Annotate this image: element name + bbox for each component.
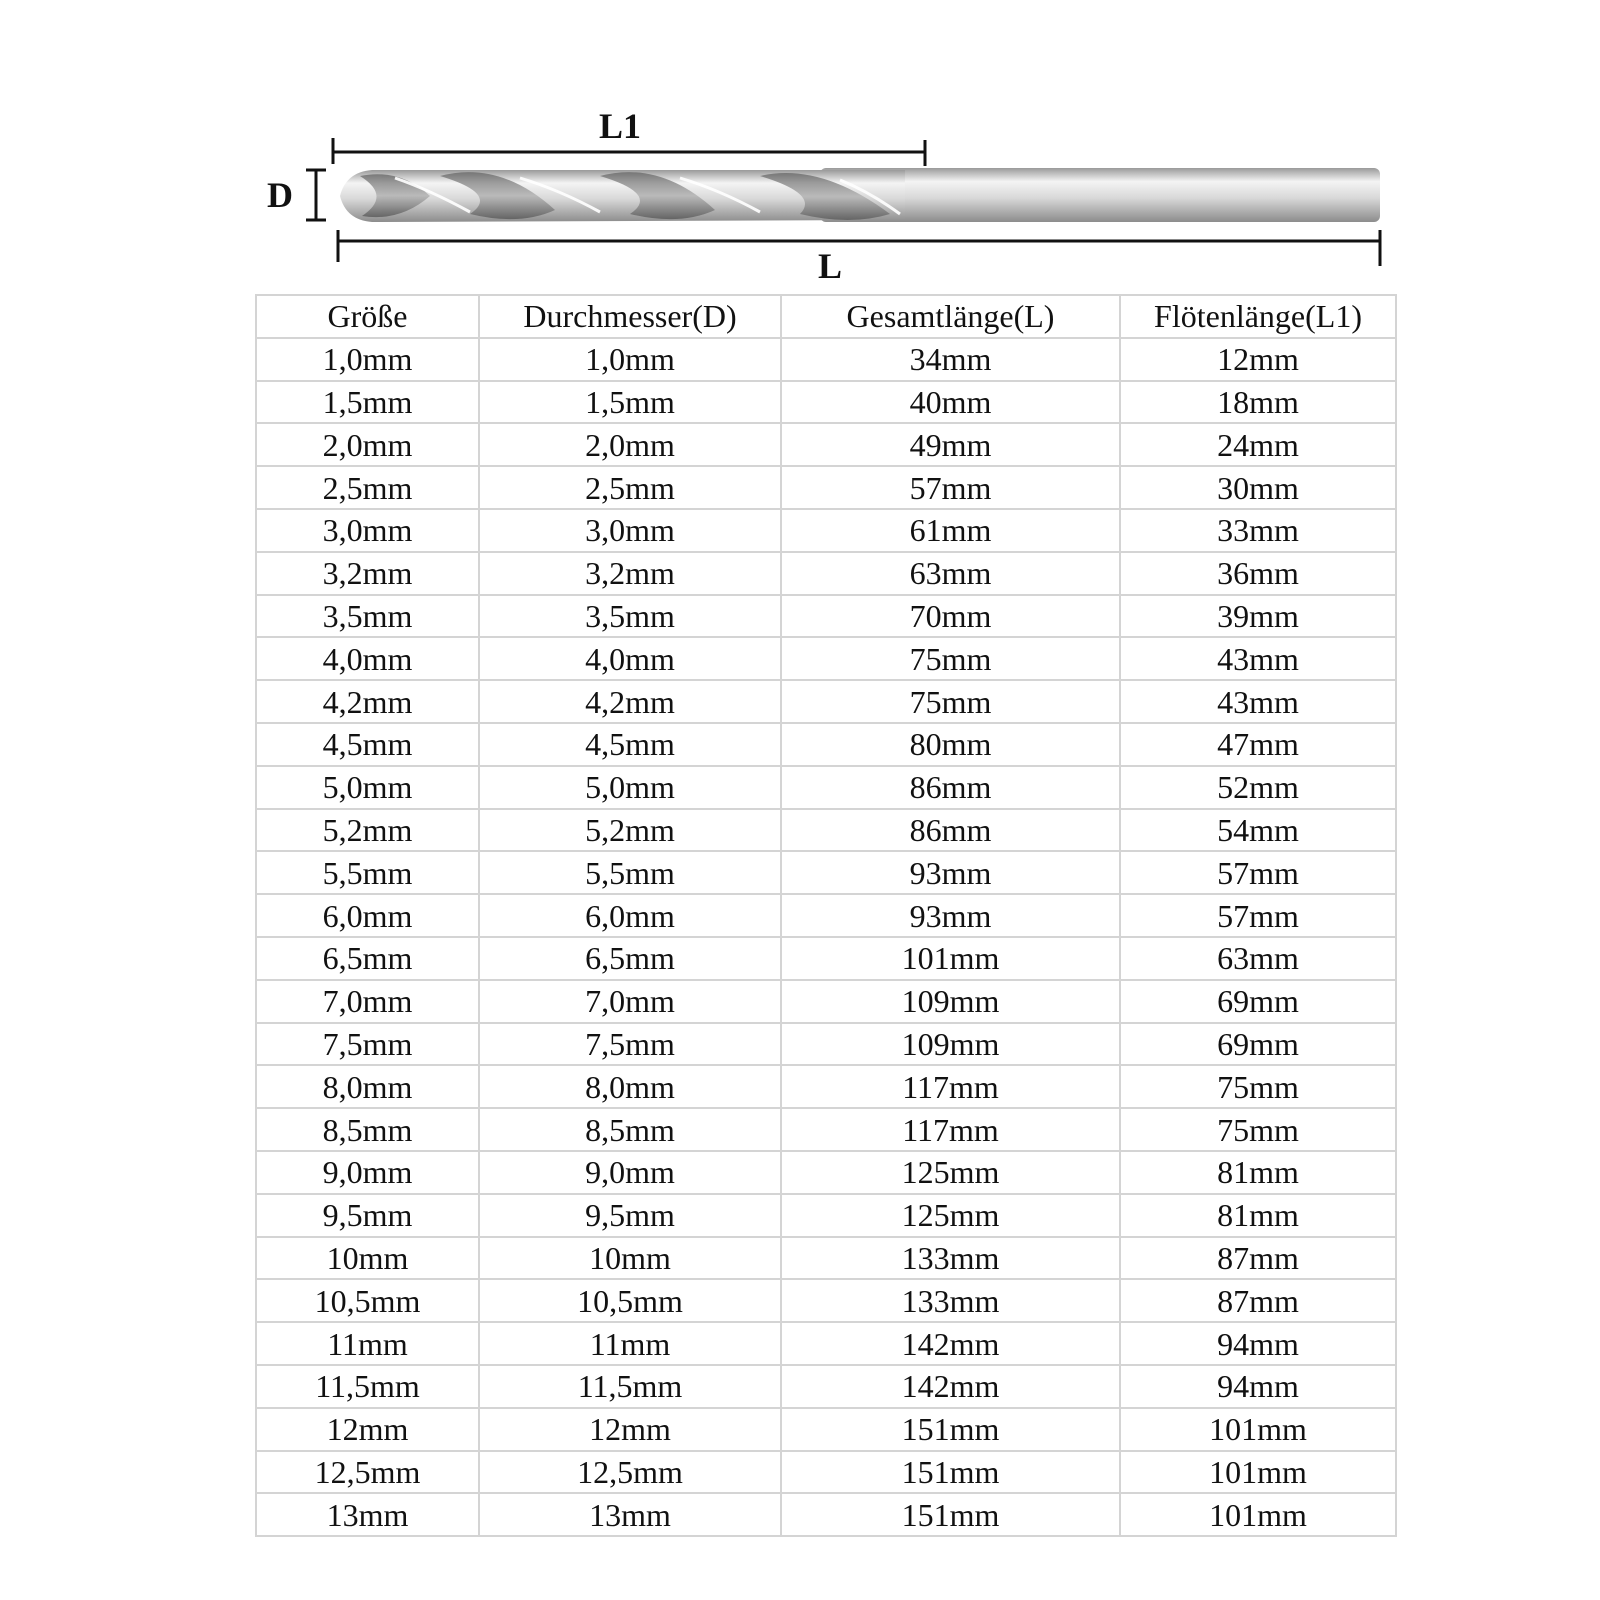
cell-total-length: 86mm [781, 809, 1120, 852]
drill-bit-diagram [0, 0, 1600, 290]
cell-total-length: 151mm [781, 1493, 1120, 1536]
cell-total-length: 63mm [781, 552, 1120, 595]
cell-size: 1,0mm [256, 338, 479, 381]
cell-diameter: 12mm [479, 1408, 781, 1451]
drill-bit [340, 168, 1380, 222]
cell-size: 7,0mm [256, 980, 479, 1023]
header-total-length: Gesamtlänge(L) [781, 295, 1120, 338]
table-row [256, 1365, 1396, 1408]
flute-length-label: L1 [598, 106, 642, 146]
cell-flute-length: 94mm [1120, 1322, 1396, 1365]
table-row [256, 1194, 1396, 1237]
cell-diameter: 4,0mm [479, 637, 781, 680]
cell-diameter: 8,0mm [479, 1065, 781, 1108]
cell-diameter: 10,5mm [479, 1279, 781, 1322]
cell-flute-length: 75mm [1120, 1065, 1396, 1108]
table-row [256, 509, 1396, 552]
cell-flute-length: 57mm [1120, 851, 1396, 894]
cell-size: 4,5mm [256, 723, 479, 766]
cell-size: 3,0mm [256, 509, 479, 552]
cell-total-length: 70mm [781, 595, 1120, 638]
cell-flute-length: 12mm [1120, 338, 1396, 381]
table-row [256, 937, 1396, 980]
cell-total-length: 75mm [781, 637, 1120, 680]
cell-total-length: 34mm [781, 338, 1120, 381]
table-header-row [256, 295, 1396, 338]
cell-flute-length: 81mm [1120, 1194, 1396, 1237]
cell-size: 1,5mm [256, 381, 479, 424]
cell-diameter: 6,0mm [479, 894, 781, 937]
table-row [256, 1279, 1396, 1322]
table-row [256, 680, 1396, 723]
cell-total-length: 117mm [781, 1065, 1120, 1108]
table-row [256, 809, 1396, 852]
table-row [256, 980, 1396, 1023]
cell-size: 4,0mm [256, 637, 479, 680]
diameter-dimension [306, 170, 326, 220]
cell-size: 10mm [256, 1237, 479, 1280]
cell-diameter: 5,5mm [479, 851, 781, 894]
cell-flute-length: 54mm [1120, 809, 1396, 852]
cell-total-length: 80mm [781, 723, 1120, 766]
cell-diameter: 5,2mm [479, 809, 781, 852]
cell-flute-length: 36mm [1120, 552, 1396, 595]
cell-diameter: 6,5mm [479, 937, 781, 980]
cell-flute-length: 63mm [1120, 937, 1396, 980]
cell-diameter: 12,5mm [479, 1451, 781, 1494]
cell-diameter: 2,0mm [479, 423, 781, 466]
cell-flute-length: 69mm [1120, 1023, 1396, 1066]
cell-size: 11,5mm [256, 1365, 479, 1408]
cell-diameter: 8,5mm [479, 1108, 781, 1151]
cell-size: 4,2mm [256, 680, 479, 723]
table-row [256, 1451, 1396, 1494]
table-row [256, 338, 1396, 381]
cell-diameter: 9,0mm [479, 1151, 781, 1194]
cell-total-length: 57mm [781, 466, 1120, 509]
table-row [256, 1065, 1396, 1108]
cell-flute-length: 101mm [1120, 1451, 1396, 1494]
cell-total-length: 49mm [781, 423, 1120, 466]
cell-flute-length: 52mm [1120, 766, 1396, 809]
cell-size: 2,0mm [256, 423, 479, 466]
cell-flute-length: 39mm [1120, 595, 1396, 638]
cell-total-length: 151mm [781, 1451, 1120, 1494]
drill-size-table [255, 294, 1397, 1537]
cell-diameter: 2,5mm [479, 466, 781, 509]
cell-total-length: 93mm [781, 894, 1120, 937]
cell-flute-length: 24mm [1120, 423, 1396, 466]
cell-diameter: 4,2mm [479, 680, 781, 723]
table-row [256, 1108, 1396, 1151]
table-row [256, 423, 1396, 466]
diameter-label: D [267, 175, 293, 215]
table-row [256, 894, 1396, 937]
table-row [256, 851, 1396, 894]
cell-total-length: 117mm [781, 1108, 1120, 1151]
cell-size: 3,2mm [256, 552, 479, 595]
header-flute-length: Flötenlänge(L1) [1120, 295, 1396, 338]
table-row [256, 1493, 1396, 1536]
table-row [256, 723, 1396, 766]
table-row [256, 1151, 1396, 1194]
total-length-label: L [817, 246, 843, 286]
table-row [256, 552, 1396, 595]
cell-size: 2,5mm [256, 466, 479, 509]
cell-diameter: 1,0mm [479, 338, 781, 381]
cell-flute-length: 43mm [1120, 637, 1396, 680]
cell-flute-length: 87mm [1120, 1237, 1396, 1280]
cell-diameter: 3,0mm [479, 509, 781, 552]
cell-flute-length: 43mm [1120, 680, 1396, 723]
cell-size: 6,0mm [256, 894, 479, 937]
cell-total-length: 125mm [781, 1151, 1120, 1194]
cell-flute-length: 87mm [1120, 1279, 1396, 1322]
cell-size: 7,5mm [256, 1023, 479, 1066]
total-length-dimension [338, 230, 1380, 266]
cell-size: 8,0mm [256, 1065, 479, 1108]
cell-flute-length: 18mm [1120, 381, 1396, 424]
cell-size: 5,0mm [256, 766, 479, 809]
cell-diameter: 1,5mm [479, 381, 781, 424]
cell-flute-length: 101mm [1120, 1408, 1396, 1451]
cell-diameter: 11mm [479, 1322, 781, 1365]
cell-total-length: 61mm [781, 509, 1120, 552]
table-row [256, 1237, 1396, 1280]
cell-size: 3,5mm [256, 595, 479, 638]
cell-flute-length: 101mm [1120, 1493, 1396, 1536]
table-row [256, 595, 1396, 638]
cell-flute-length: 69mm [1120, 980, 1396, 1023]
table-row [256, 766, 1396, 809]
cell-total-length: 142mm [781, 1322, 1120, 1365]
cell-diameter: 10mm [479, 1237, 781, 1280]
cell-total-length: 109mm [781, 1023, 1120, 1066]
cell-total-length: 93mm [781, 851, 1120, 894]
cell-size: 9,5mm [256, 1194, 479, 1237]
cell-size: 13mm [256, 1493, 479, 1536]
cell-flute-length: 57mm [1120, 894, 1396, 937]
cell-total-length: 109mm [781, 980, 1120, 1023]
cell-diameter: 3,5mm [479, 595, 781, 638]
cell-total-length: 133mm [781, 1279, 1120, 1322]
cell-diameter: 3,2mm [479, 552, 781, 595]
cell-size: 6,5mm [256, 937, 479, 980]
cell-total-length: 101mm [781, 937, 1120, 980]
cell-flute-length: 47mm [1120, 723, 1396, 766]
table-row [256, 1322, 1396, 1365]
cell-size: 5,5mm [256, 851, 479, 894]
cell-total-length: 40mm [781, 381, 1120, 424]
cell-flute-length: 33mm [1120, 509, 1396, 552]
cell-size: 11mm [256, 1322, 479, 1365]
cell-flute-length: 30mm [1120, 466, 1396, 509]
cell-size: 9,0mm [256, 1151, 479, 1194]
cell-diameter: 9,5mm [479, 1194, 781, 1237]
cell-flute-length: 81mm [1120, 1151, 1396, 1194]
header-size: Größe [256, 295, 479, 338]
cell-flute-length: 94mm [1120, 1365, 1396, 1408]
cell-total-length: 142mm [781, 1365, 1120, 1408]
cell-diameter: 7,5mm [479, 1023, 781, 1066]
cell-diameter: 5,0mm [479, 766, 781, 809]
cell-size: 8,5mm [256, 1108, 479, 1151]
cell-total-length: 125mm [781, 1194, 1120, 1237]
cell-total-length: 133mm [781, 1237, 1120, 1280]
cell-total-length: 151mm [781, 1408, 1120, 1451]
table-row [256, 1408, 1396, 1451]
table-row [256, 466, 1396, 509]
table-row [256, 1023, 1396, 1066]
cell-total-length: 75mm [781, 680, 1120, 723]
cell-flute-length: 75mm [1120, 1108, 1396, 1151]
header-diameter: Durchmesser(D) [479, 295, 781, 338]
cell-diameter: 7,0mm [479, 980, 781, 1023]
cell-size: 5,2mm [256, 809, 479, 852]
table-row [256, 637, 1396, 680]
cell-diameter: 11,5mm [479, 1365, 781, 1408]
cell-size: 10,5mm [256, 1279, 479, 1322]
cell-diameter: 13mm [479, 1493, 781, 1536]
cell-size: 12mm [256, 1408, 479, 1451]
table-row [256, 381, 1396, 424]
cell-diameter: 4,5mm [479, 723, 781, 766]
cell-size: 12,5mm [256, 1451, 479, 1494]
cell-total-length: 86mm [781, 766, 1120, 809]
